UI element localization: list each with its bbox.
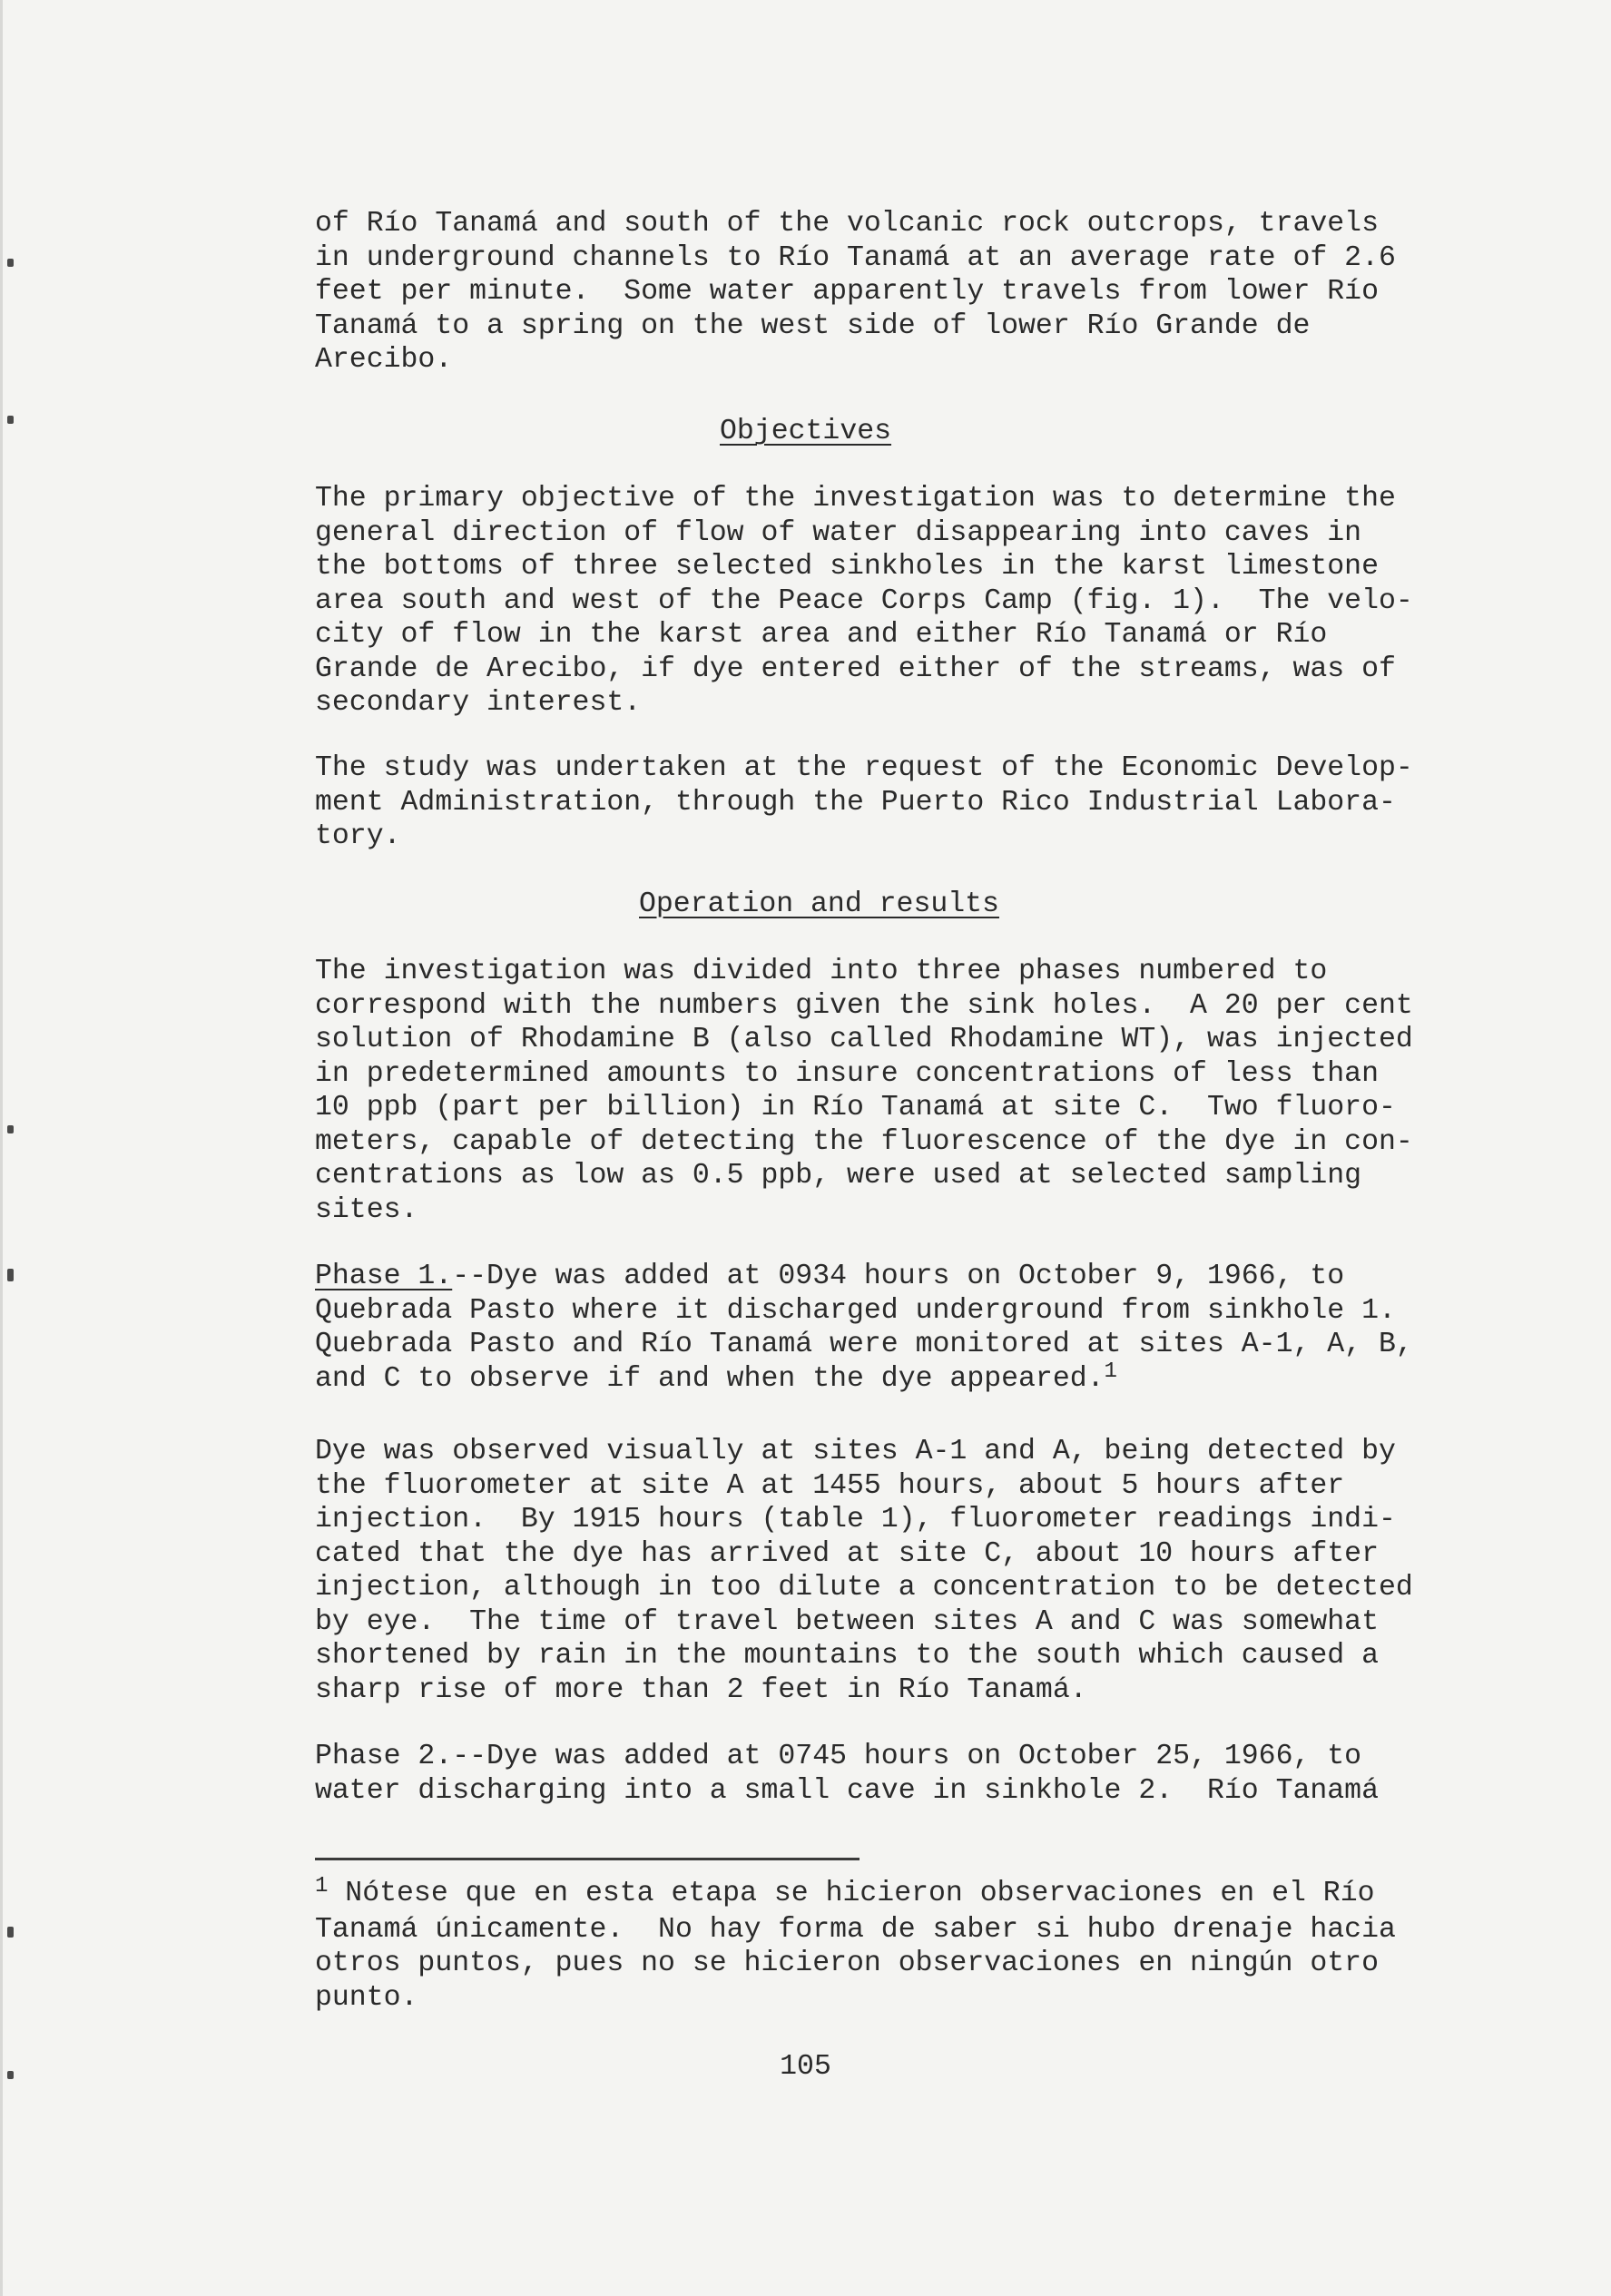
text-line: shortened by rain in the mountains to the south which caused a	[315, 1640, 1379, 1672]
text-line: The primary objective of the investigation was to determine the	[315, 483, 1396, 515]
text-line: Tanamá to a spring on the west side of lower Río Grande de	[315, 309, 1311, 342]
text-line: feet per minute. Some water apparently travels from lower Río	[315, 276, 1379, 308]
scan-mark	[7, 1125, 14, 1133]
text-line: Quebrada Pasto where it discharged underground from sinkhole 1.	[315, 1294, 1396, 1327]
text-line: of Río Tanamá and south of the volcanic rock outcrops, travels	[315, 208, 1379, 240]
text-line: cated that the dye has arrived at site C, about 10 hours after	[315, 1537, 1379, 1570]
text-line: ment Administration, through the Puerto Rico Industrial Labora-	[315, 786, 1396, 819]
text-line: in underground channels to Río Tanamá at an average rate of 2.6	[315, 241, 1396, 274]
text-line: tory.	[315, 820, 401, 852]
text-line: punto.	[315, 1981, 418, 2014]
text-line: city of flow in the karst area and either Río Tanamá or Río	[315, 619, 1328, 651]
scan-mark	[7, 259, 14, 267]
dye-observation-paragraph	[315, 1435, 1413, 1707]
text-line: sites.	[315, 1193, 418, 1226]
scan-mark	[7, 1927, 14, 1938]
page-edge-shadow	[0, 0, 3, 2296]
phase1-paragraph	[315, 1260, 1413, 1398]
text-line: Dye was observed visually at sites A-1 and A, being detected by	[315, 1436, 1396, 1467]
text-line: Arecibo.	[315, 344, 453, 376]
footnote	[315, 1874, 1396, 2015]
text-line: The study was undertaken at the request of the Economic Develop-	[315, 752, 1413, 784]
footnote-marker: 1	[315, 1874, 329, 1899]
heading-operation-results: Operation and results	[639, 888, 999, 920]
footnote-reference[interactable]: 1	[1104, 1359, 1117, 1384]
text-line: The investigation was divided into three phases numbered to	[315, 956, 1328, 987]
phase1-label: Phase 1.	[315, 1261, 453, 1292]
text-line: secondary interest.	[315, 687, 642, 719]
footnote-divider	[315, 1858, 860, 1860]
scan-mark	[7, 1269, 14, 1281]
text-line: Tanamá únicamente. No hay forma de saber si hubo drenaje hacia	[315, 1913, 1396, 1946]
intro-paragraph	[315, 207, 1396, 378]
text-line: correspond with the numbers given the sink holes. A 20 per cent	[315, 989, 1413, 1022]
text-line: injection. By 1915 hours (table 1), fluorometer readings indi-	[315, 1504, 1396, 1536]
text-line: meters, capable of detecting the fluorescence of the dye in con-	[315, 1125, 1413, 1158]
operation-paragraph	[315, 955, 1413, 1227]
footnote-first-line: Nótese que en esta etapa se hicieron observaciones en el Río	[328, 1878, 1375, 1909]
text-line: water discharging into a small cave in sinkhole 2. Río Tanamá	[315, 1774, 1379, 1807]
text-line: general direction of flow of water disappearing into caves in	[315, 516, 1362, 549]
text-line: in predetermined amounts to insure concentrations of less than	[315, 1057, 1379, 1090]
text-line	[315, 1260, 1413, 1294]
objectives-paragraph-1	[315, 482, 1413, 721]
text-line: by eye. The time of travel between sites A and C was somewhat	[315, 1605, 1379, 1638]
text-line: Quebrada Pasto and Río Tanamá were monitored at sites A-1, A, B,	[315, 1329, 1413, 1360]
text-line: centrations as low as 0.5 ppb, were used at selected sampling	[315, 1160, 1362, 1192]
text-line	[315, 1359, 1413, 1398]
phase1-last-line: and C to observe if and when the dye appeared.	[315, 1362, 1105, 1395]
text-line: injection, although in too dilute a concentration to be detected	[315, 1572, 1413, 1604]
text-line: sharp rise of more than 2 feet in Río Tanamá.	[315, 1673, 1087, 1706]
phase2-paragraph	[315, 1740, 1379, 1808]
page-number: 105	[780, 2051, 831, 2083]
text-line: the bottoms of three selected sinkholes in the karst limestone	[315, 551, 1379, 583]
text-line: solution of Rhodamine B (also called Rhodamine WT), was injected	[315, 1024, 1413, 1055]
text-line: Phase 2.--Dye was added at 0745 hours on October 25, 1966, to	[315, 1741, 1362, 1772]
text-line: 10 ppb (part per billion) in Río Tanamá at site C. Two fluoro-	[315, 1092, 1396, 1123]
phase1-first-line: --Dye was added at 0934 hours on October 9, 1966, to	[452, 1261, 1345, 1292]
text-line	[315, 1874, 1396, 1913]
text-line: Grande de Arecibo, if dye entered either of the streams, was of	[315, 652, 1396, 685]
text-line: area south and west of the Peace Corps Camp (fig. 1). The velo-	[315, 584, 1413, 617]
text-line: otros puntos, pues no se hicieron observaciones en ningún otro	[315, 1948, 1379, 1979]
scan-mark	[7, 416, 14, 424]
text-line: the fluorometer at site A at 1455 hours, about 5 hours after	[315, 1469, 1345, 1502]
heading-objectives: Objectives	[720, 416, 892, 447]
objectives-paragraph-2	[315, 751, 1413, 854]
